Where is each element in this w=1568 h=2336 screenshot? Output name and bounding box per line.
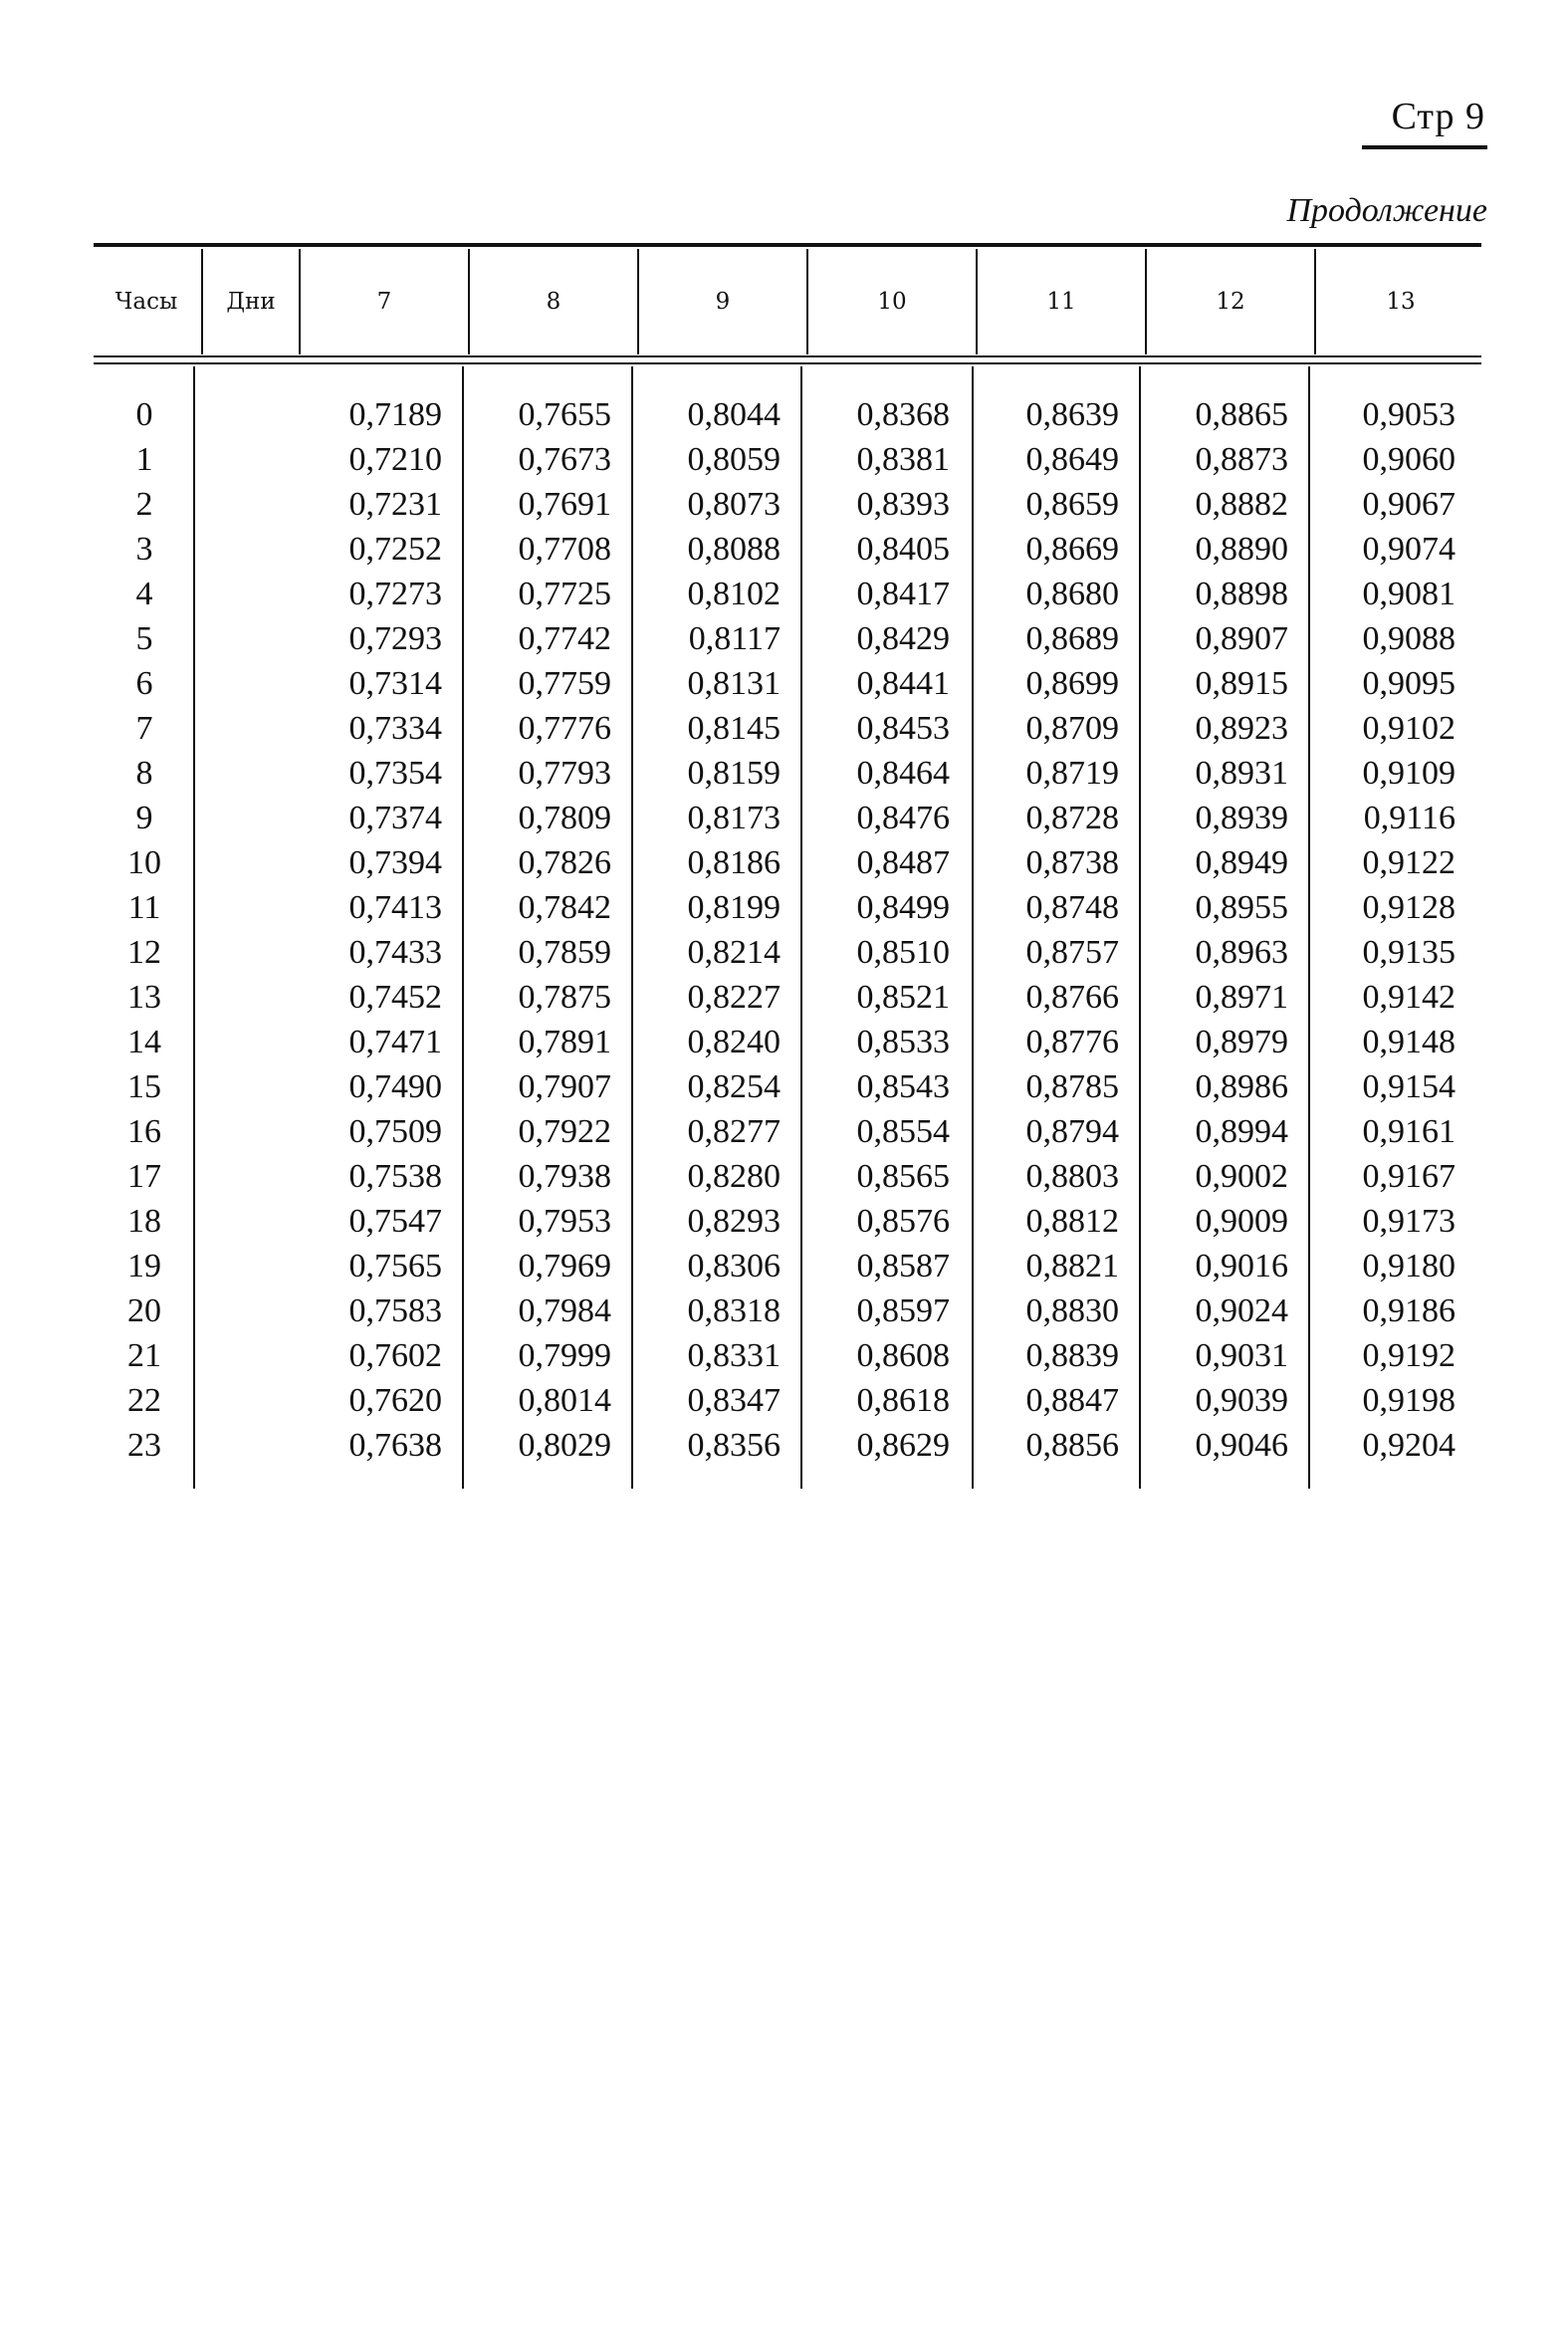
value-cell: 0,8073 bbox=[687, 486, 781, 523]
value-cell: 0,8649 bbox=[1025, 441, 1119, 478]
value-cell: 0,8971 bbox=[1195, 979, 1288, 1016]
hour-cell: 1 bbox=[135, 441, 153, 478]
value-cell: 0,8994 bbox=[1195, 1113, 1288, 1150]
value-cell: 0,9198 bbox=[1362, 1382, 1456, 1419]
value-cell: 0,8907 bbox=[1195, 620, 1288, 657]
table-header-rule bbox=[94, 355, 1481, 357]
value-cell: 0,8939 bbox=[1195, 800, 1288, 836]
value-cell: 0,8476 bbox=[856, 800, 950, 836]
value-cell: 0,8785 bbox=[1025, 1068, 1119, 1105]
value-cell: 0,9161 bbox=[1362, 1113, 1456, 1150]
hour-cell: 12 bbox=[127, 934, 161, 971]
value-cell: 0,7691 bbox=[518, 486, 611, 523]
header-day-column: 9 bbox=[715, 289, 731, 315]
value-cell: 0,7922 bbox=[518, 1113, 611, 1150]
value-cell: 0,8429 bbox=[856, 620, 950, 657]
value-cell: 0,7452 bbox=[348, 979, 442, 1016]
value-cell: 0,8405 bbox=[856, 531, 950, 568]
value-cell: 0,7638 bbox=[348, 1427, 442, 1464]
value-cell: 0,8368 bbox=[856, 396, 950, 433]
value-cell: 0,8318 bbox=[687, 1292, 781, 1329]
header-day-column: 13 bbox=[1386, 289, 1416, 315]
value-cell: 0,7793 bbox=[518, 755, 611, 792]
value-cell: 0,8306 bbox=[687, 1248, 781, 1285]
value-cell: 0,7826 bbox=[518, 844, 611, 881]
header-day-column: 12 bbox=[1216, 289, 1245, 315]
column-separator bbox=[631, 366, 633, 1489]
value-cell: 0,8738 bbox=[1025, 844, 1119, 881]
value-cell: 0,7509 bbox=[348, 1113, 442, 1150]
value-cell: 0,7394 bbox=[348, 844, 442, 881]
value-cell: 0,8669 bbox=[1025, 531, 1119, 568]
value-cell: 0,9039 bbox=[1195, 1382, 1288, 1419]
column-separator bbox=[800, 366, 802, 1489]
value-cell: 0,7273 bbox=[348, 576, 442, 612]
value-cell: 0,9192 bbox=[1362, 1337, 1456, 1374]
continuation-label: Продолжение bbox=[1286, 192, 1487, 229]
value-cell: 0,9204 bbox=[1362, 1427, 1456, 1464]
hour-cell: 21 bbox=[127, 1337, 161, 1374]
value-cell: 0,8102 bbox=[687, 576, 781, 612]
value-cell: 0,8915 bbox=[1195, 665, 1288, 702]
value-cell: 0,8949 bbox=[1195, 844, 1288, 881]
value-cell: 0,7759 bbox=[518, 665, 611, 702]
value-cell: 0,8608 bbox=[856, 1337, 950, 1374]
value-cell: 0,7252 bbox=[348, 531, 442, 568]
hour-cell: 23 bbox=[127, 1427, 161, 1464]
value-cell: 0,9102 bbox=[1362, 710, 1456, 747]
value-cell: 0,7907 bbox=[518, 1068, 611, 1105]
value-cell: 0,8159 bbox=[687, 755, 781, 792]
value-cell: 0,7547 bbox=[348, 1203, 442, 1240]
value-cell: 0,9074 bbox=[1362, 531, 1456, 568]
value-cell: 0,8898 bbox=[1195, 576, 1288, 612]
value-cell: 0,9154 bbox=[1362, 1068, 1456, 1105]
value-cell: 0,8955 bbox=[1195, 889, 1288, 926]
hour-cell: 5 bbox=[135, 620, 153, 657]
value-cell: 0,9081 bbox=[1362, 576, 1456, 612]
value-cell: 0,7673 bbox=[518, 441, 611, 478]
value-cell: 0,8453 bbox=[856, 710, 950, 747]
value-cell: 0,8882 bbox=[1195, 486, 1288, 523]
column-separator bbox=[462, 366, 464, 1489]
value-cell: 0,8873 bbox=[1195, 441, 1288, 478]
hour-cell: 19 bbox=[127, 1248, 161, 1285]
value-cell: 0,8587 bbox=[856, 1248, 950, 1285]
hour-cell: 15 bbox=[127, 1068, 161, 1105]
value-cell: 0,7655 bbox=[518, 396, 611, 433]
value-cell: 0,7293 bbox=[348, 620, 442, 657]
value-cell: 0,8803 bbox=[1025, 1158, 1119, 1195]
hour-cell: 0 bbox=[135, 396, 153, 433]
hour-cell: 6 bbox=[135, 665, 153, 702]
column-separator bbox=[201, 249, 203, 354]
hour-cell: 14 bbox=[127, 1024, 161, 1060]
value-cell: 0,8464 bbox=[856, 755, 950, 792]
value-cell: 0,9009 bbox=[1195, 1203, 1288, 1240]
value-cell: 0,7490 bbox=[348, 1068, 442, 1105]
value-cell: 0,7413 bbox=[348, 889, 442, 926]
value-cell: 0,9067 bbox=[1362, 486, 1456, 523]
hour-cell: 13 bbox=[127, 979, 161, 1016]
value-cell: 0,7875 bbox=[518, 979, 611, 1016]
header-days: Дни bbox=[226, 289, 276, 315]
value-cell: 0,8923 bbox=[1195, 710, 1288, 747]
value-cell: 0,7314 bbox=[348, 665, 442, 702]
value-cell: 0,7842 bbox=[518, 889, 611, 926]
value-cell: 0,8776 bbox=[1025, 1024, 1119, 1060]
value-cell: 0,8812 bbox=[1025, 1203, 1119, 1240]
value-cell: 0,8728 bbox=[1025, 800, 1119, 836]
value-cell: 0,8979 bbox=[1195, 1024, 1288, 1060]
value-cell: 0,8381 bbox=[856, 441, 950, 478]
value-cell: 0,8088 bbox=[687, 531, 781, 568]
page-number: Стр 9 bbox=[1391, 96, 1485, 137]
value-cell: 0,8659 bbox=[1025, 486, 1119, 523]
table-header-rule bbox=[94, 362, 1481, 364]
column-separator bbox=[1308, 366, 1310, 1489]
header-day-column: 7 bbox=[376, 289, 392, 315]
value-cell: 0,9135 bbox=[1362, 934, 1456, 971]
value-cell: 0,8856 bbox=[1025, 1427, 1119, 1464]
column-separator bbox=[193, 366, 195, 1489]
value-cell: 0,8830 bbox=[1025, 1292, 1119, 1329]
header-day-column: 8 bbox=[546, 289, 561, 315]
header-day-column: 10 bbox=[877, 289, 907, 315]
value-cell: 0,7334 bbox=[348, 710, 442, 747]
value-cell: 0,9128 bbox=[1362, 889, 1456, 926]
value-cell: 0,7231 bbox=[348, 486, 442, 523]
value-cell: 0,8629 bbox=[856, 1427, 950, 1464]
value-cell: 0,7725 bbox=[518, 576, 611, 612]
value-cell: 0,8254 bbox=[687, 1068, 781, 1105]
value-cell: 0,8821 bbox=[1025, 1248, 1119, 1285]
value-cell: 0,9180 bbox=[1362, 1248, 1456, 1285]
value-cell: 0,8117 bbox=[688, 620, 781, 657]
value-cell: 0,7776 bbox=[518, 710, 611, 747]
hour-cell: 17 bbox=[127, 1158, 161, 1195]
value-cell: 0,9116 bbox=[1363, 800, 1456, 836]
value-cell: 0,7953 bbox=[518, 1203, 611, 1240]
value-cell: 0,8757 bbox=[1025, 934, 1119, 971]
value-cell: 0,9024 bbox=[1195, 1292, 1288, 1329]
value-cell: 0,8331 bbox=[687, 1337, 781, 1374]
value-cell: 0,8680 bbox=[1025, 576, 1119, 612]
hour-cell: 20 bbox=[127, 1292, 161, 1329]
value-cell: 0,8533 bbox=[856, 1024, 950, 1060]
value-cell: 0,7189 bbox=[348, 396, 442, 433]
value-cell: 0,7602 bbox=[348, 1337, 442, 1374]
header-day-column: 11 bbox=[1046, 289, 1076, 315]
value-cell: 0,7374 bbox=[348, 800, 442, 836]
value-cell: 0,8521 bbox=[856, 979, 950, 1016]
value-cell: 0,8510 bbox=[856, 934, 950, 971]
value-cell: 0,7938 bbox=[518, 1158, 611, 1195]
value-cell: 0,7433 bbox=[348, 934, 442, 971]
page-number-underline bbox=[1362, 145, 1487, 149]
value-cell: 0,8963 bbox=[1195, 934, 1288, 971]
value-cell: 0,8014 bbox=[518, 1382, 611, 1419]
value-cell: 0,8199 bbox=[687, 889, 781, 926]
hour-cell: 4 bbox=[135, 576, 153, 612]
value-cell: 0,9088 bbox=[1362, 620, 1456, 657]
column-separator bbox=[1139, 366, 1141, 1489]
value-cell: 0,7583 bbox=[348, 1292, 442, 1329]
value-cell: 0,8597 bbox=[856, 1292, 950, 1329]
value-cell: 0,9031 bbox=[1195, 1337, 1288, 1374]
header-hours: Часы bbox=[114, 289, 178, 315]
value-cell: 0,8986 bbox=[1195, 1068, 1288, 1105]
value-cell: 0,8131 bbox=[687, 665, 781, 702]
value-cell: 0,8280 bbox=[687, 1158, 781, 1195]
value-cell: 0,7969 bbox=[518, 1248, 611, 1285]
value-cell: 0,9095 bbox=[1362, 665, 1456, 702]
value-cell: 0,8931 bbox=[1195, 755, 1288, 792]
value-cell: 0,7708 bbox=[518, 531, 611, 568]
column-separator bbox=[972, 366, 974, 1489]
value-cell: 0,8441 bbox=[856, 665, 950, 702]
value-cell: 0,9167 bbox=[1362, 1158, 1456, 1195]
value-cell: 0,9109 bbox=[1362, 755, 1456, 792]
value-cell: 0,8766 bbox=[1025, 979, 1119, 1016]
value-cell: 0,9142 bbox=[1362, 979, 1456, 1016]
value-cell: 0,8214 bbox=[687, 934, 781, 971]
value-cell: 0,8890 bbox=[1195, 531, 1288, 568]
value-cell: 0,9053 bbox=[1362, 396, 1456, 433]
value-cell: 0,8277 bbox=[687, 1113, 781, 1150]
hour-cell: 22 bbox=[127, 1382, 161, 1419]
value-cell: 0,7984 bbox=[518, 1292, 611, 1329]
value-cell: 0,8356 bbox=[687, 1427, 781, 1464]
value-cell: 0,8227 bbox=[687, 979, 781, 1016]
value-cell: 0,9122 bbox=[1362, 844, 1456, 881]
value-cell: 0,8347 bbox=[687, 1382, 781, 1419]
hour-cell: 3 bbox=[135, 531, 153, 568]
value-cell: 0,9173 bbox=[1362, 1203, 1456, 1240]
hour-cell: 11 bbox=[127, 889, 161, 926]
value-cell: 0,7999 bbox=[518, 1337, 611, 1374]
value-cell: 0,7538 bbox=[348, 1158, 442, 1195]
value-cell: 0,7565 bbox=[348, 1248, 442, 1285]
value-cell: 0,9060 bbox=[1362, 441, 1456, 478]
hour-cell: 9 bbox=[135, 800, 153, 836]
value-cell: 0,9186 bbox=[1362, 1292, 1456, 1329]
hour-cell: 8 bbox=[135, 755, 153, 792]
value-cell: 0,7742 bbox=[518, 620, 611, 657]
value-cell: 0,8044 bbox=[687, 396, 781, 433]
value-cell: 0,8499 bbox=[856, 889, 950, 926]
value-cell: 0,8487 bbox=[856, 844, 950, 881]
value-cell: 0,8699 bbox=[1025, 665, 1119, 702]
hour-cell: 10 bbox=[127, 844, 161, 881]
value-cell: 0,8865 bbox=[1195, 396, 1288, 433]
table-top-rule bbox=[94, 243, 1481, 247]
value-cell: 0,8293 bbox=[687, 1203, 781, 1240]
value-cell: 0,8689 bbox=[1025, 620, 1119, 657]
value-cell: 0,7354 bbox=[348, 755, 442, 792]
value-cell: 0,8554 bbox=[856, 1113, 950, 1150]
value-cell: 0,7891 bbox=[518, 1024, 611, 1060]
hour-cell: 7 bbox=[135, 710, 153, 747]
value-cell: 0,8618 bbox=[856, 1382, 950, 1419]
value-cell: 0,7809 bbox=[518, 800, 611, 836]
value-cell: 0,9148 bbox=[1362, 1024, 1456, 1060]
value-cell: 0,8576 bbox=[856, 1203, 950, 1240]
value-cell: 0,8794 bbox=[1025, 1113, 1119, 1150]
value-cell: 0,9046 bbox=[1195, 1427, 1288, 1464]
value-cell: 0,8145 bbox=[687, 710, 781, 747]
value-cell: 0,8186 bbox=[687, 844, 781, 881]
value-cell: 0,8059 bbox=[687, 441, 781, 478]
value-cell: 0,8839 bbox=[1025, 1337, 1119, 1374]
value-cell: 0,7210 bbox=[348, 441, 442, 478]
hour-cell: 2 bbox=[135, 486, 153, 523]
value-cell: 0,8417 bbox=[856, 576, 950, 612]
value-cell: 0,8029 bbox=[518, 1427, 611, 1464]
value-cell: 0,7620 bbox=[348, 1382, 442, 1419]
value-cell: 0,8719 bbox=[1025, 755, 1119, 792]
value-cell: 0,7471 bbox=[348, 1024, 442, 1060]
value-cell: 0,8393 bbox=[856, 486, 950, 523]
value-cell: 0,8173 bbox=[687, 800, 781, 836]
hour-cell: 16 bbox=[127, 1113, 161, 1150]
value-cell: 0,7859 bbox=[518, 934, 611, 971]
value-cell: 0,9016 bbox=[1195, 1248, 1288, 1285]
value-cell: 0,9002 bbox=[1195, 1158, 1288, 1195]
value-cell: 0,8565 bbox=[856, 1158, 950, 1195]
value-cell: 0,8847 bbox=[1025, 1382, 1119, 1419]
value-cell: 0,8639 bbox=[1025, 396, 1119, 433]
hour-cell: 18 bbox=[127, 1203, 161, 1240]
value-cell: 0,8709 bbox=[1025, 710, 1119, 747]
value-cell: 0,8748 bbox=[1025, 889, 1119, 926]
value-cell: 0,8240 bbox=[687, 1024, 781, 1060]
value-cell: 0,8543 bbox=[856, 1068, 950, 1105]
